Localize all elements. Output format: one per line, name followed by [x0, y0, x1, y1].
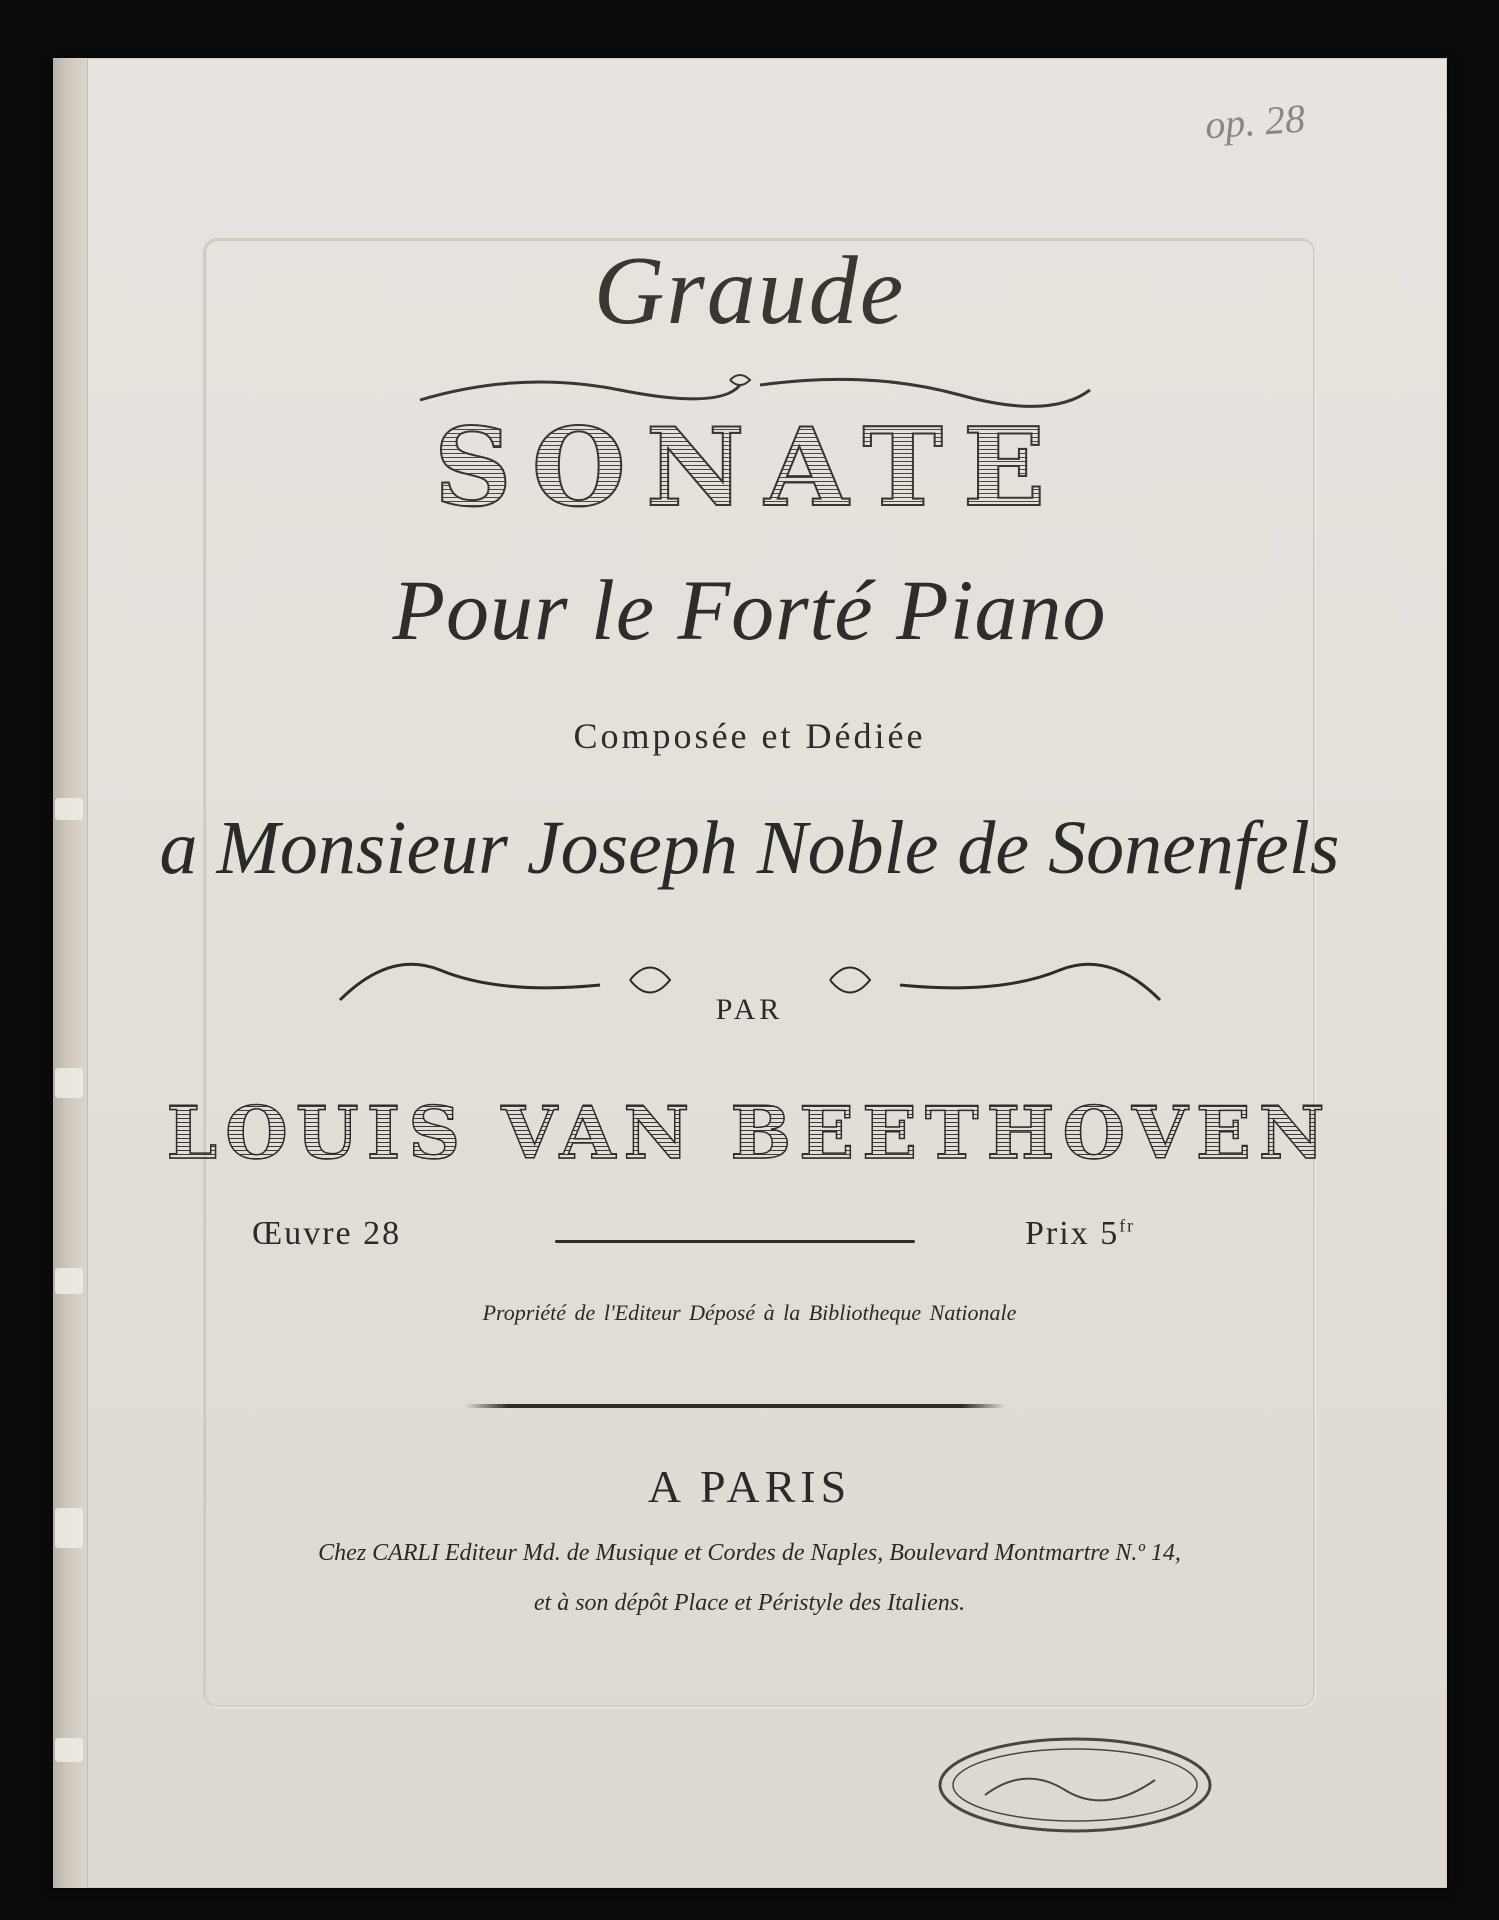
price-value: 5	[1100, 1215, 1120, 1252]
spine-wear-mark	[55, 1738, 83, 1762]
opus-divider-rule	[555, 1240, 915, 1243]
title-graude: Graude	[593, 237, 906, 345]
publisher-address-line-1: Chez CARLI Editeur Md. de Musique et Cordes de Naples, Boulevard Montmartre N.º 14,	[318, 1540, 1181, 1566]
library-stamp	[925, 1725, 1225, 1845]
opus-number: Œuvre 28	[252, 1215, 402, 1252]
spine-wear-mark	[55, 1268, 83, 1294]
section-divider-rule	[465, 1404, 1005, 1408]
composer-name: LOUIS VAN BEETHOVEN	[0, 1090, 1499, 1175]
copyright-notice: Propriété de l'Editeur Déposé à la Bibliotheque Nationale	[482, 1300, 1017, 1325]
price-unit: fr	[1119, 1215, 1136, 1236]
title-instrument: Pour le Forté Piano	[392, 562, 1107, 658]
city-heading: A PARIS	[647, 1461, 852, 1512]
price-label: Prix	[1025, 1215, 1090, 1252]
title-sonate: SONATE	[0, 405, 1499, 531]
par-label: PAR	[715, 993, 784, 1026]
price	[1025, 1215, 1135, 1253]
composee-line: Composée et Dédiée	[573, 716, 926, 756]
dedication-line: a Monsieur Joseph Noble de Sonenfels	[159, 806, 1340, 890]
pencil-annotation: op. 28	[1203, 95, 1307, 148]
publisher-address-line-2: et à son dépôt Place et Péristyle des Italiens.	[533, 1590, 966, 1616]
